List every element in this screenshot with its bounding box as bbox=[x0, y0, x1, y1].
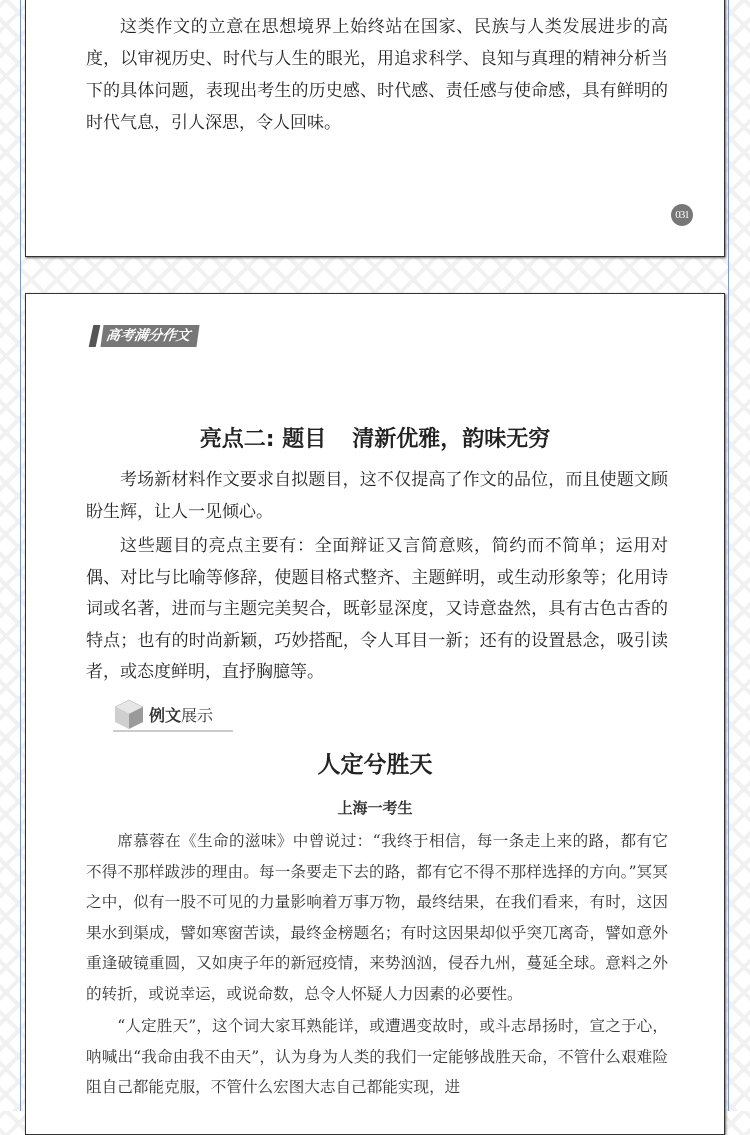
page-text bbox=[86, 11, 668, 139]
page-031 bbox=[25, 0, 725, 257]
viewer-border-left bbox=[20, 0, 21, 1111]
section-heading bbox=[26, 422, 724, 453]
banner-bar-icon bbox=[89, 325, 101, 347]
essay-title: 人定兮胜天 bbox=[317, 752, 433, 778]
essay-body bbox=[86, 826, 668, 1103]
intro-text bbox=[86, 465, 668, 689]
page-032 bbox=[25, 293, 725, 1135]
paragraph: 席慕蓉在《生命的滋味》中曾说过：“我终于相信，每一条走上来的路，都有它不得不那样跋涉的理由。每一条要走下去的路，都有它不得不那样选择的方向。”冥冥之中，似有一股不可见的力量影响着万事万物，最终结果，在我们看来，有时，这因果水到渠成，譬如寒窗苦读，最终金榜题名；有时这因果却似乎突兀离奇，譬如意外重逢破镜重圆，又如庚子年的新冠疫情，来势汹汹，侵吞九州，蔓延全球。意料之外的转折，或说幸运，或说命数，总令人怀疑人力因素的必要性。 bbox=[86, 832, 668, 1003]
paragraph: “人定胜天”，这个词大家耳熟能详，或遭遇变故时，或斗志昂扬时，宣之于心，呐喊出“我命由我不由天”，认为身为人类的我们一定能够战胜天命，不管什么艰难险阻自己都能克服，不管什么宏图大志自己都能实现，进 bbox=[86, 1017, 668, 1096]
heading-part2: 清新优雅，韵味无穷 bbox=[352, 427, 551, 452]
paragraph: 这些题目的亮点主要有：全面辩证又言简意赅，简约而不简单；运用对偶、对比与比喻等修辞，使题目格式整齐、主题鲜明，或生动形象等；化用诗词或名著，进而与主题完美契合，既彰显深度，又诗意盎然，具有古色古香的特点；也有的时尚新颖，巧妙搭配，令人耳目一新；还有的设置悬念，吸引读者，或态度鲜明，直抒胸臆等。 bbox=[86, 536, 668, 682]
paragraph: 这类作文的立意在思想境界上始终站在国家、民族与人类发展进步的高度，以审视历史、时代与人生的眼光，用追求科学、良知与真理的精神分析当下的具体问题，表现出考生的历史感、时代感、责任感与使命感，具有鲜明的时代气息，引人深思，令人回味。 bbox=[86, 17, 668, 133]
essay-author: 上海一考生 bbox=[337, 799, 413, 817]
banner-label: 高考满分作文 bbox=[100, 325, 199, 347]
page-number: 031 bbox=[671, 204, 693, 226]
example-banner bbox=[113, 696, 233, 732]
example-label: 展示 bbox=[181, 706, 214, 725]
example-label-bold: 例文 bbox=[149, 706, 182, 725]
section-banner bbox=[91, 325, 198, 347]
viewer-border-right bbox=[728, 0, 729, 1111]
paragraph: 考场新材料作文要求自拟题目，这不仅提高了作文的品位，而且使题文顾盼生辉，让人一见倾心。 bbox=[86, 470, 668, 522]
cube-icon bbox=[113, 698, 145, 730]
heading-part1: 亮点二: 题目 bbox=[199, 427, 327, 452]
